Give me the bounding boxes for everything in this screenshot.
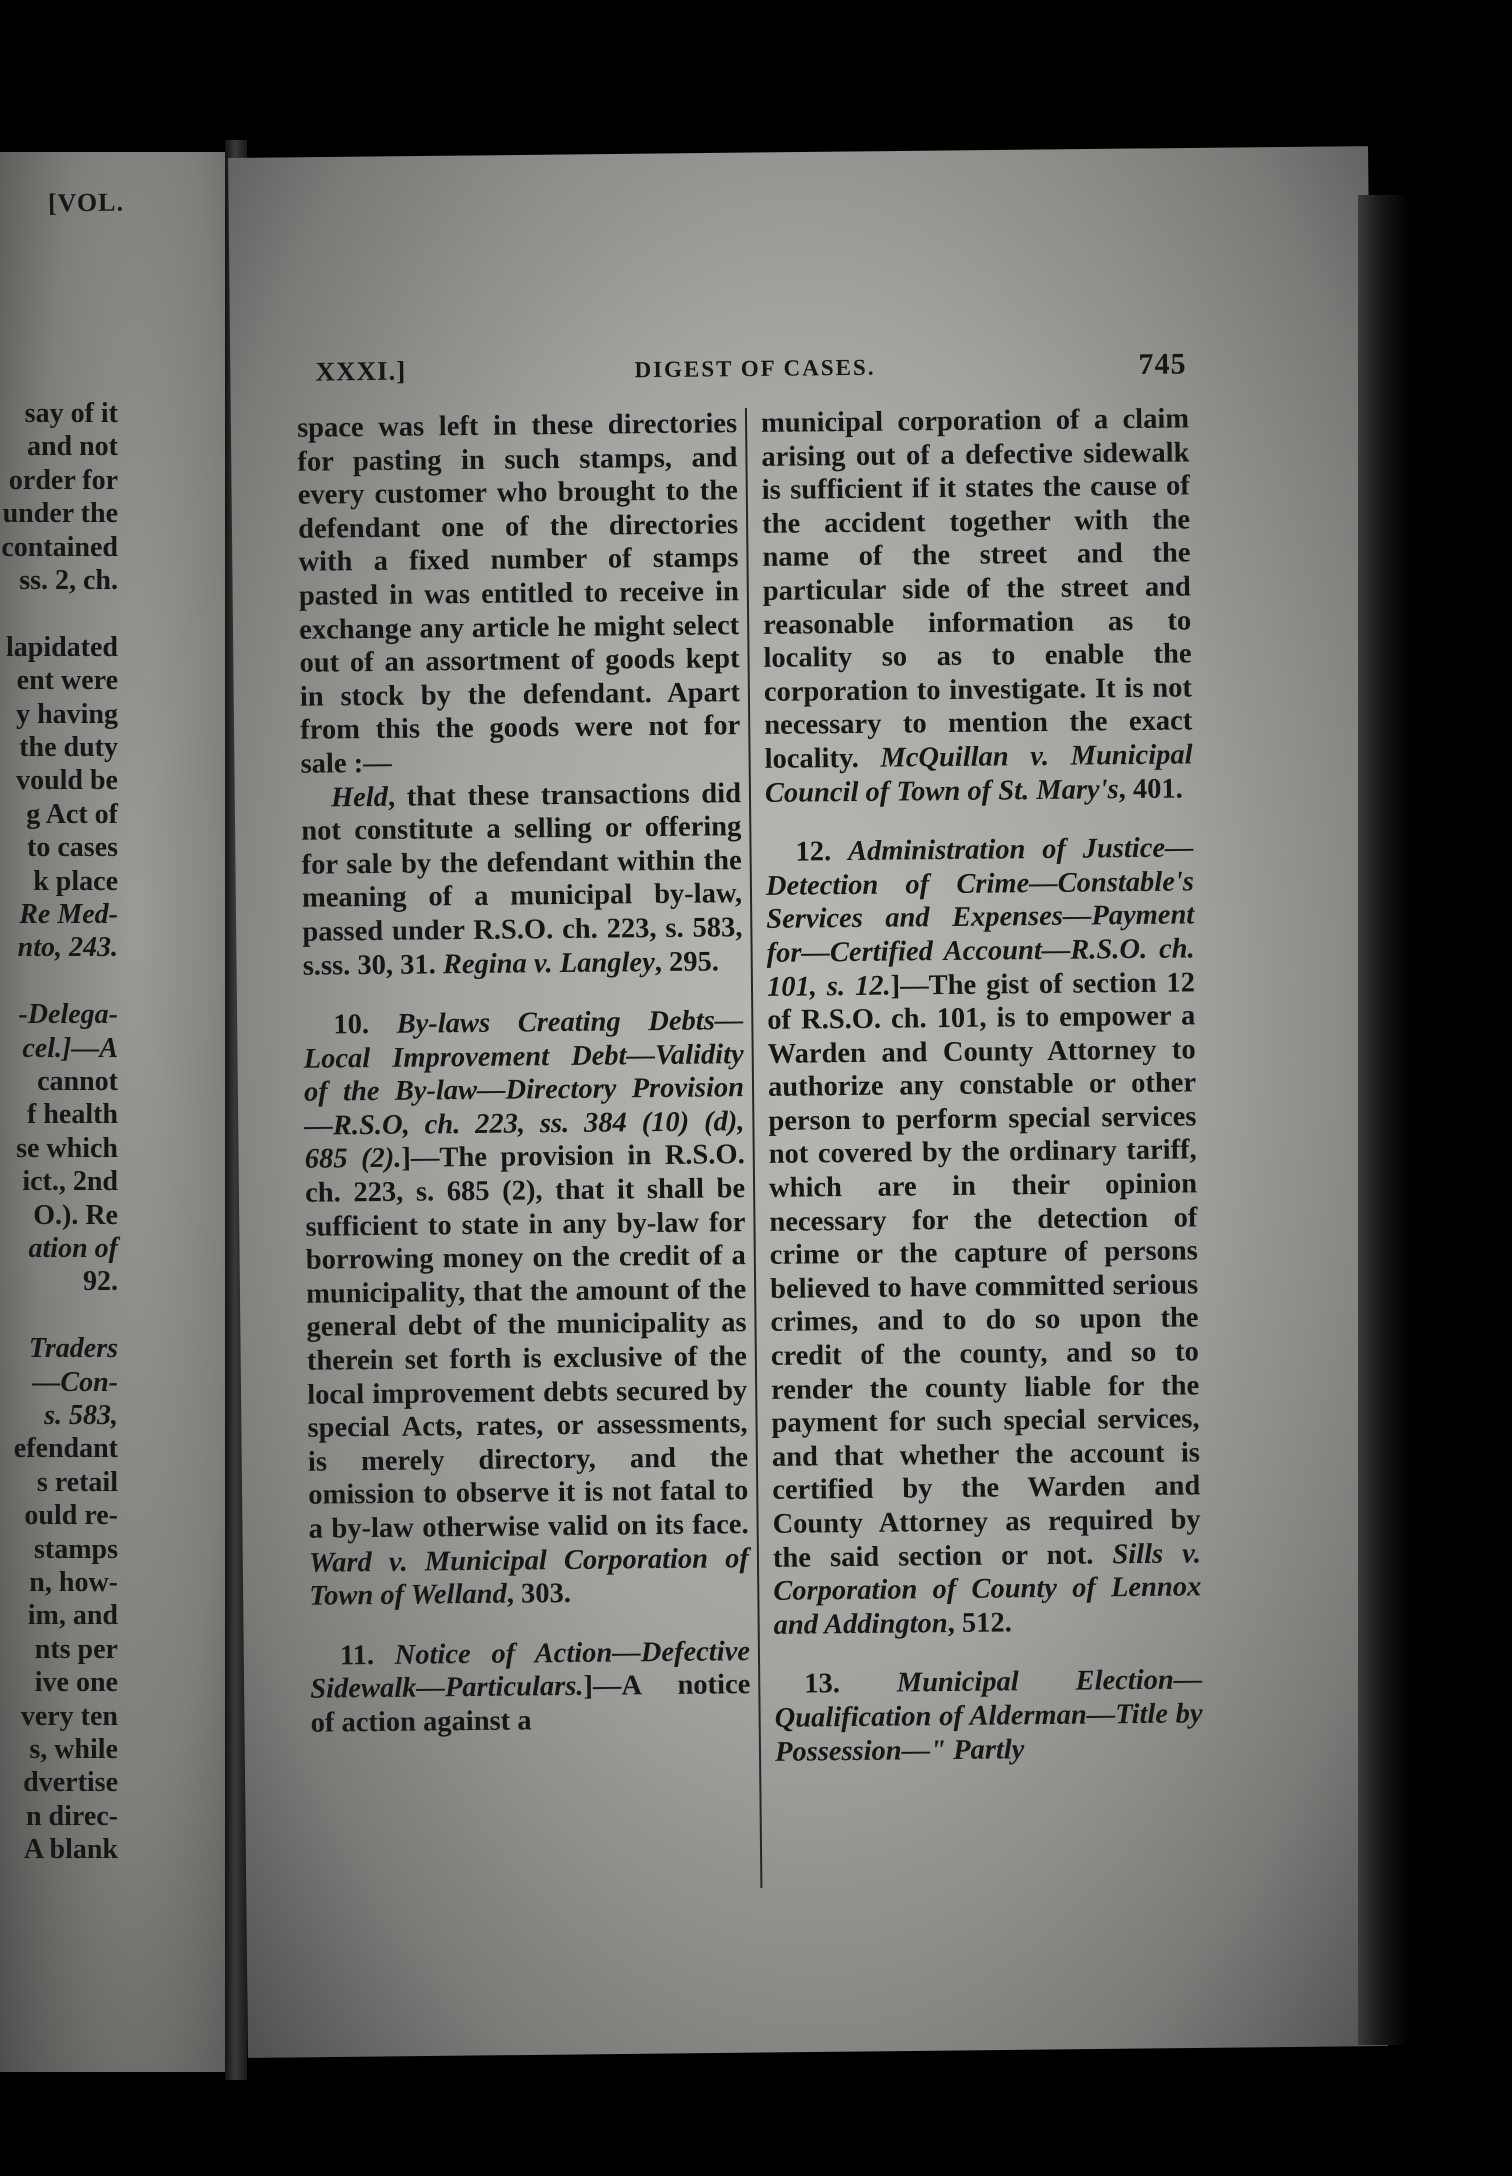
previous-page-line: ation of	[28, 1233, 118, 1264]
previous-page-line: dvertise	[23, 1767, 118, 1799]
previous-page-line: s, while	[29, 1734, 118, 1765]
previous-page-volume: [VOL.	[47, 187, 125, 218]
previous-page-line: im, and	[27, 1600, 118, 1632]
entry-heading: Administration of Justice—Detection of Crime—Constable's Services and Expenses—Payment for—Certified Account—R.S.O. ch. 101, s. 12.	[765, 832, 1195, 1003]
previous-page-line: g Act of	[26, 798, 118, 830]
previous-page-line: ent were	[16, 665, 118, 697]
paragraph: space was left in these directories for pasting in such stamps, and every customer who brought to the defendant one of the directories with a fixed number of stamps pasted in was entitled to receive in exchange any article he might select out of an assortment of goods kept in stock by the defendant. Apart from this the goods were not for sale :—	[296, 408, 741, 780]
entry-number: 11.	[339, 1639, 375, 1672]
case-name: Ward v. Municipal Corporation of Town of Welland	[308, 1542, 750, 1612]
previous-page-line: ict., 2nd	[22, 1166, 118, 1198]
entry-number: 12.	[795, 836, 832, 868]
previous-page-line: y having	[16, 698, 118, 730]
entry-heading: Notice of Action—Defective Sidewalk—Particulars.	[310, 1635, 751, 1706]
paragraph: municipal corporation of a claim arising out of a defective sidewalk is sufficient if it states the cause of the accident together with the name of the street and the particular side of the street and reasonable information as to locality so as to enable the corporation to investigate. It is not necessary to mention the exact locality. McQuillan v. Municipal Council of Town of St. Mary's, 401.	[760, 403, 1193, 809]
previous-page-line: n, how-	[29, 1567, 118, 1598]
entry-heading: Municipal Election—Qualification of Alderman—Title by Possession—" Partly	[774, 1664, 1203, 1768]
previous-page-line: very ten	[20, 1700, 118, 1732]
digest-entry-12: 12. Administration of Justice—Detection of Crime—Constable's Services and Expenses—Payment for—Certified Account—R.S.O. ch. 101, s. 12.]—The gist of section 12 of R.S.O. ch. 101, is to empower a Warden and County Attorney to authorize any constable or other person to perform special services not covered by the ordinary tariff, which are in their opinion necessary for the detection of crime or the capture of persons believed to have committed serious crimes, and to do so upon the credit of the county, and so to render the county liable for the payment for such special services, and that whether the account is certified by the Warden and County Attorney as required by the said section or not. Sills v. Corporation of County of Lennox and Addington, 512.	[765, 832, 1202, 1641]
previous-page-line: under the	[2, 498, 118, 530]
previous-page-line: cannot	[37, 1066, 118, 1097]
previous-page-line: ould re-	[24, 1500, 118, 1532]
previous-page-line: se which	[16, 1132, 118, 1164]
previous-page-line: s. 583,	[44, 1400, 118, 1431]
previous-page-line: nto, 243.	[17, 932, 118, 964]
case-name: Regina v. Langley	[442, 946, 655, 980]
previous-page-line: ive one	[34, 1667, 118, 1699]
previous-page-line: -Delega-	[18, 999, 118, 1031]
digest-entry-10: 10. By-laws Creating Debts—Local Improvement Debt—Validity of the By-law—Directory Provision—R.S.O, ch. 223, ss. 384 (10) (d), 685 (2).]—The provision in R.S.O. ch. 223, s. 685 (2), that it shall be sufficient to state in any by-law for borrowing money on the credit of a municipality, that the amount of the general debt of the municipality as therein set forth is exclusive of the local improvement debts secured by special Acts, rates, or assessments, is merely directory, and the omission to observe it is not fatal to a by-law otherwise valid on its face. Ward v. Municipal Corporation of Town of Welland, 303.	[303, 1005, 750, 1612]
case-name: McQuillan v. Municipal Council of Town of St. Mary's	[764, 739, 1193, 809]
previous-page-line: lapidated	[5, 631, 118, 663]
running-head-title: DIGEST OF CASES.	[634, 354, 876, 383]
page-number: 745	[1138, 347, 1187, 381]
previous-page-line: f health	[27, 1099, 118, 1131]
previous-page-line: n direc-	[25, 1800, 118, 1832]
digest-entry-13	[774, 1664, 1203, 1769]
previous-page-line: order for	[8, 464, 118, 496]
previous-page-line: A blank	[23, 1834, 118, 1866]
right-column	[761, 402, 1203, 1769]
previous-page-line: stamps	[33, 1533, 118, 1565]
case-name: Sills v. Corporation of County of Lennox and Addington	[773, 1537, 1202, 1641]
previous-page-line: 92.	[83, 1266, 118, 1298]
previous-page-line: Traders	[28, 1333, 118, 1365]
previous-page-line: Re Med-	[19, 899, 118, 930]
entry-number: 13.	[804, 1668, 841, 1700]
previous-page-line: the duty	[19, 732, 118, 763]
held-label: Held	[330, 781, 389, 813]
entry-number: 10.	[333, 1009, 370, 1041]
previous-page-line: k place	[33, 865, 118, 897]
previous-page-line: O.). Re	[33, 1199, 118, 1231]
left-column	[297, 407, 751, 1740]
previous-page-line: —Con-	[32, 1366, 118, 1398]
digest-entry-11: 11. Notice of Action—Defective Sidewalk—Particulars.]—A notice of action against a	[310, 1635, 751, 1739]
previous-page-line: and not	[26, 431, 118, 463]
previous-page-line: to cases	[27, 832, 118, 864]
previous-page-line: cel.]—A	[22, 1032, 118, 1064]
paragraph: Held, that these transactions did not constitute a selling or offering for sale by the defendant within the meaning of a municipal by-law, passed under R.S.O. ch. 223, s. 583, s.ss. 30, 31. Regina v. Langley, 295.	[301, 777, 743, 982]
previous-page-line: say of it	[24, 398, 118, 429]
entry-heading: By-laws Creating Debts—Local Improvement Debt—Validity of the By-law—Directory Provision—R.S.O, ch. 223, ss. 384 (10) (d), 685 (2).	[303, 1005, 745, 1176]
previous-page-line: nts per	[34, 1633, 118, 1665]
previous-page-line: s retail	[36, 1466, 118, 1498]
previous-page-line: efendant	[13, 1433, 118, 1465]
previous-page-line: ss. 2, ch.	[19, 565, 118, 596]
running-head-volume: XXXI.]	[315, 355, 407, 387]
previous-page-line: vould be	[16, 765, 118, 797]
previous-page-line: contained	[1, 531, 118, 563]
